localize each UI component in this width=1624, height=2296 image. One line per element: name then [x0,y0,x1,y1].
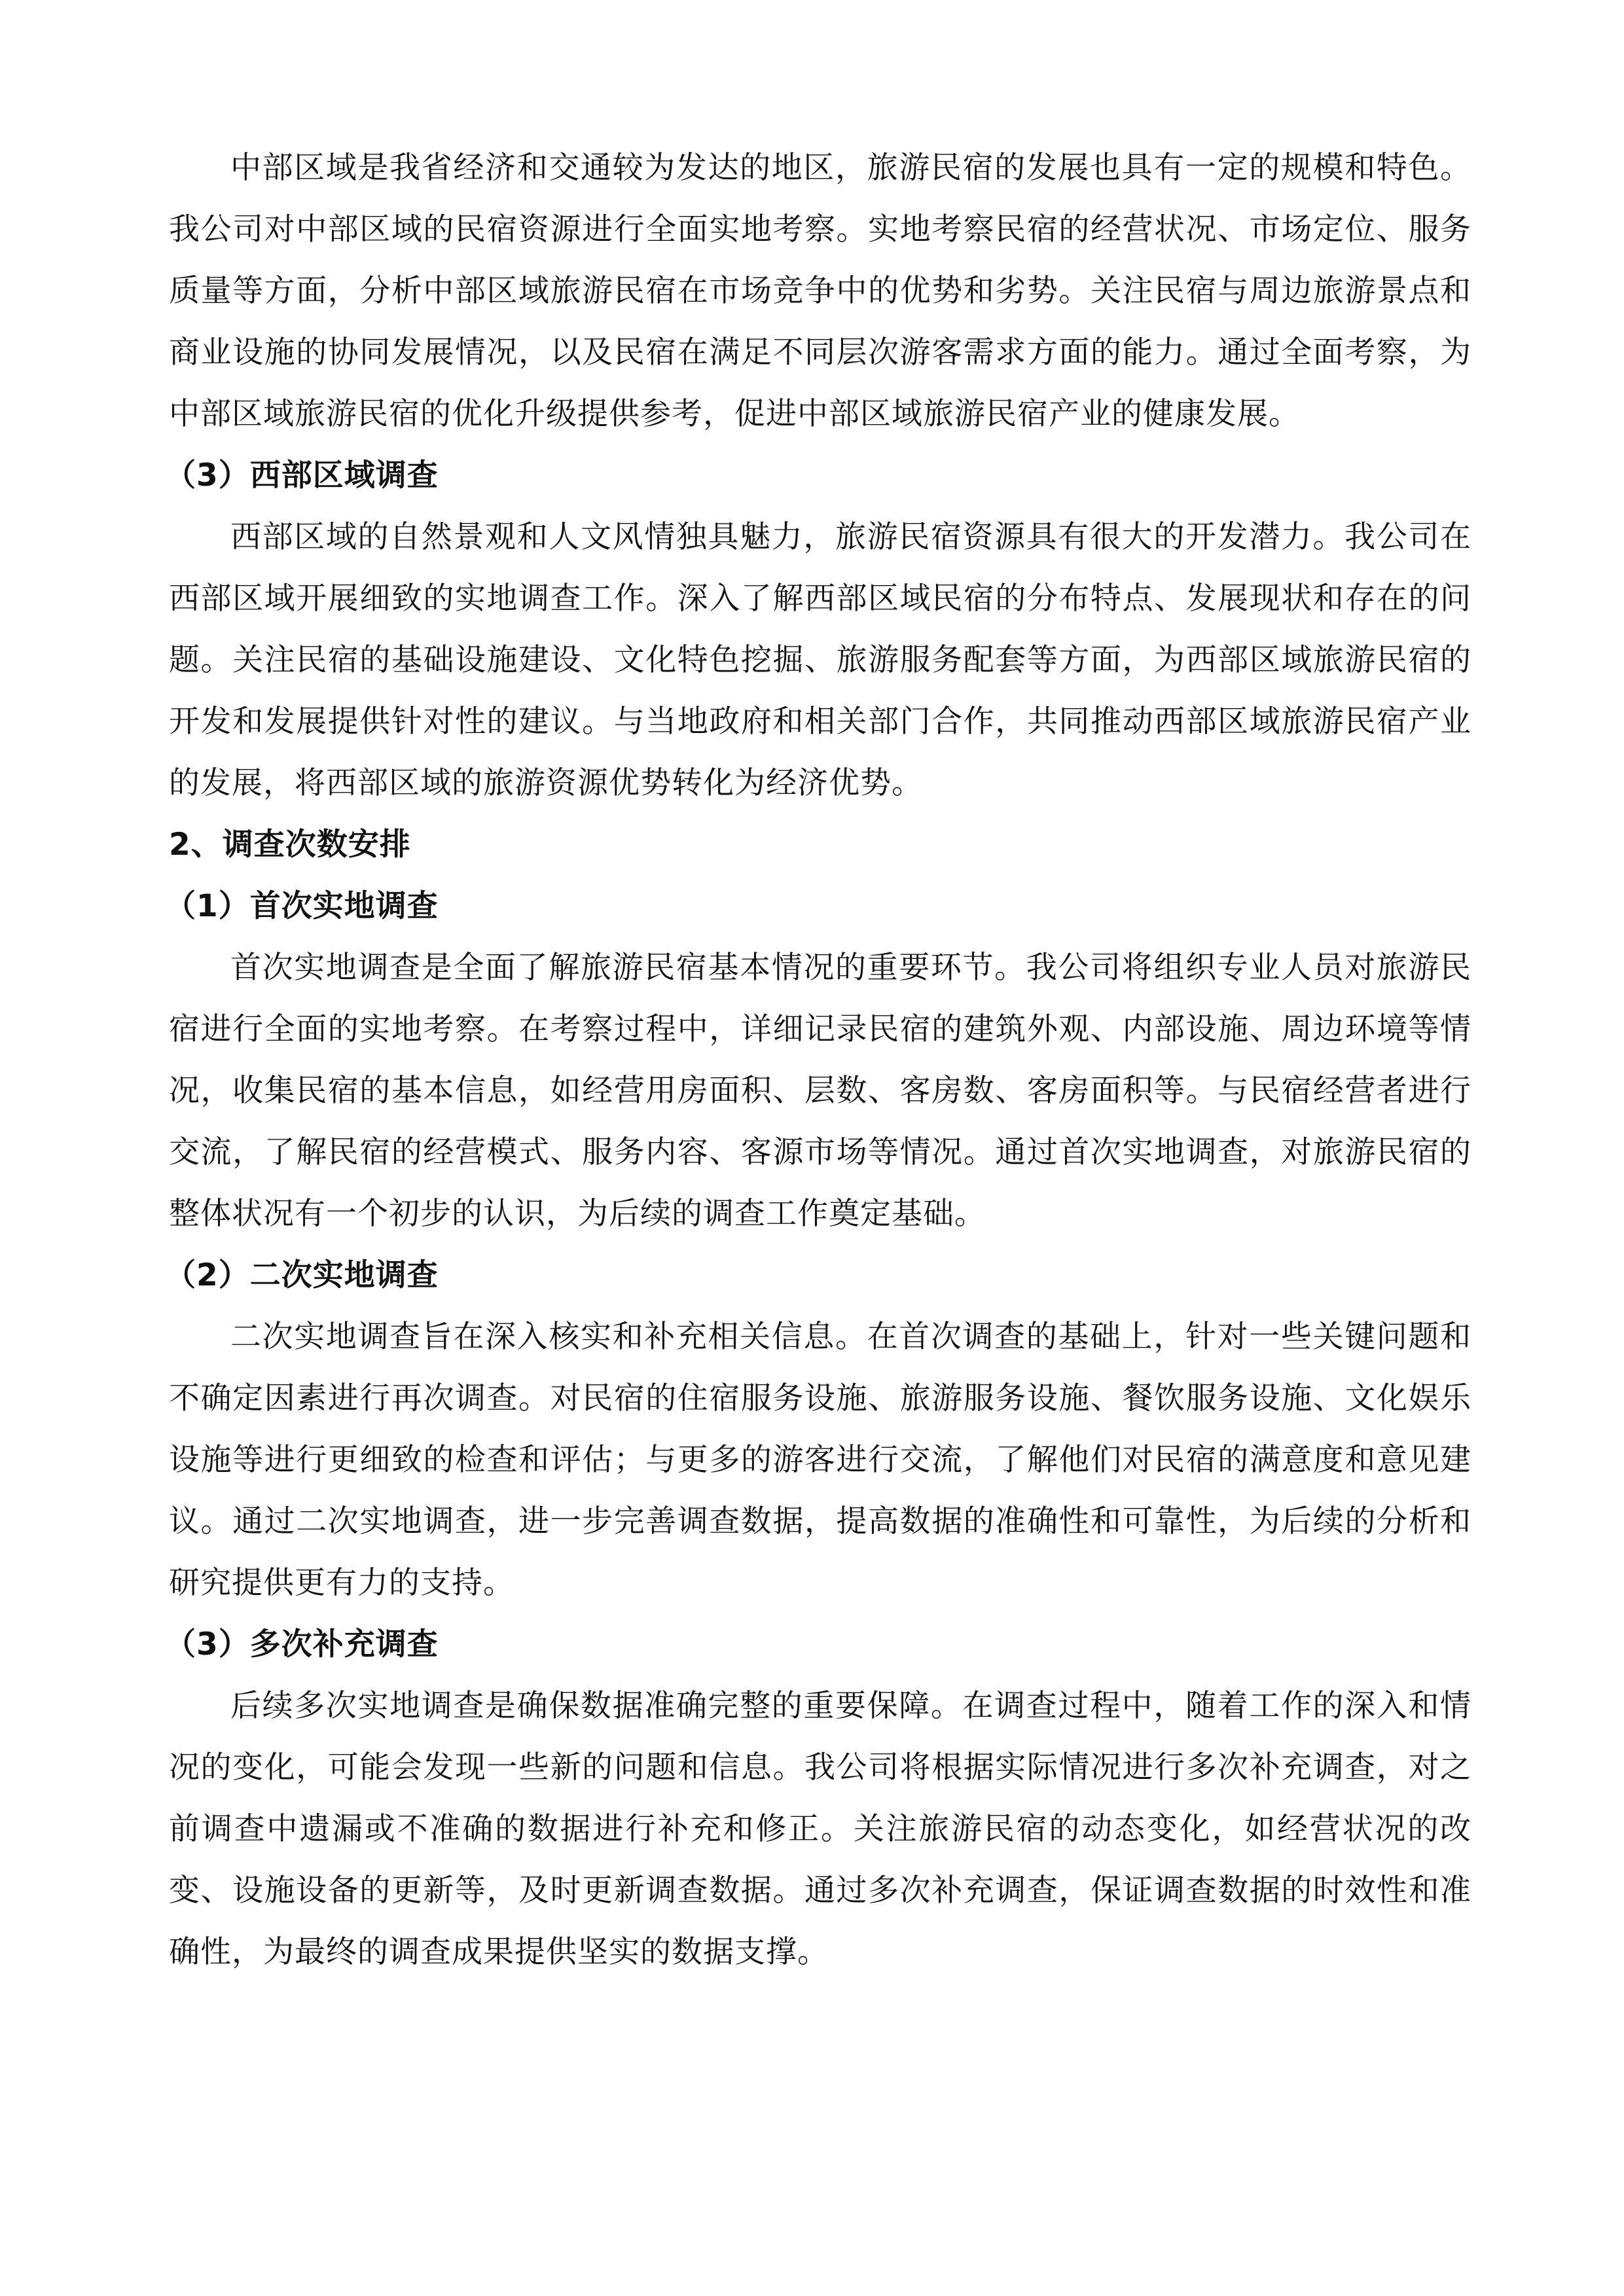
paragraph-second-survey: 二次实地调查旨在深入核实和补充相关信息。在首次调查的基础上，针对一些关键问题和不确定因素进行再次调查。对民宿的住宿服务设施、旅游服务设施、餐饮服务设施、文化娱乐设施等进行更细致的检查和评估；与更多的游客进行交流，了解他们对民宿的满意度和意见建议。通过二次实地调查，进一步完善调查数据，提高数据的准确性和可靠性，为后续的分析和研究提供更有力的支持。 [169,1319,1471,1601]
paragraph-first-survey: 首次实地调查是全面了解旅游民宿基本情况的重要环节。我公司将组织专业人员对旅游民宿进行全面的实地考察。在考察过程中，详细记录民宿的建筑外观、内部设施、周边环境等情况，收集民宿的基本信息，如经营用房面积、层数、客房数、客房面积等。与民宿经营者进行交流，了解民宿的经营模式、服务内容、客源市场等情况。通过首次实地调查，对旅游民宿的整体状况有一个初步的认识，为后续的调查工作奠定基础。 [169,950,1471,1232]
paragraph-central-region: 中部区域是我省经济和交通较为发达的地区，旅游民宿的发展也具有一定的规模和特色。我公司对中部区域的民宿资源进行全面实地考察。实地考察民宿的经营状况、市场定位、服务质量等方面，分析中部区域旅游民宿在市场竞争中的优势和劣势。关注民宿与周边旅游景点和商业设施的协同发展情况，以及民宿在满足不同层次游客需求方面的能力。通过全面考察，为中部区域旅游民宿的优化升级提供参考，促进中部区域旅游民宿产业的健康发展。 [169,150,1471,432]
heading-west-region-survey: （3）西部区域调查 [165,457,439,493]
heading-survey-schedule: 2、调查次数安排 [169,827,411,863]
document-body [165,137,1471,1983]
heading-multiple-supplementary-survey: （3）多次补充调查 [165,1626,439,1662]
heading-second-survey: （2）二次实地调查 [165,1257,439,1293]
paragraph-multiple-supplementary-survey: 后续多次实地调查是确保数据准确完整的重要保障。在调查过程中，随着工作的深入和情况的变化，可能会发现一些新的问题和信息。我公司将根据实际情况进行多次补充调查，对之前调查中遗漏或不准确的数据进行补充和修正。关注旅游民宿的动态变化，如经营状况的改变、设施设备的更新等，及时更新调查数据。通过多次补充调查，保证调查数据的时效性和准确性，为最终的调查成果提供坚实的数据支撑。 [169,1688,1471,1970]
heading-first-survey: （1）首次实地调查 [165,888,439,924]
paragraph-west-region: 西部区域的自然景观和人文风情独具魅力，旅游民宿资源具有很大的开发潜力。我公司在西部区域开展细致的实地调查工作。深入了解西部区域民宿的分布特点、发展现状和存在的问题。关注民宿的基础设施建设、文化特色挖掘、旅游服务配套等方面，为西部区域旅游民宿的开发和发展提供针对性的建议。与当地政府和相关部门合作，共同推动西部区域旅游民宿产业的发展，将西部区域的旅游资源优势转化为经济优势。 [169,519,1471,801]
